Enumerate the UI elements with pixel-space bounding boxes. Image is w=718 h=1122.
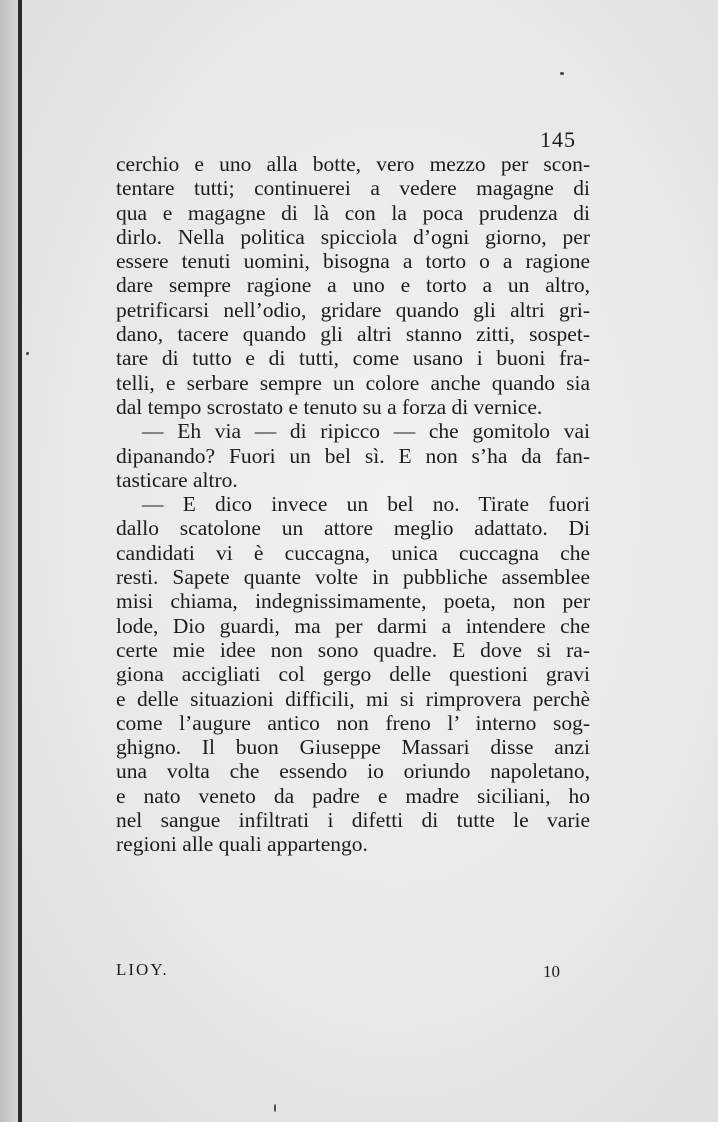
binding-edge <box>18 0 22 1122</box>
paper-speck <box>560 72 564 75</box>
text-line: una volta che essendo io oriundo napoletano, <box>116 759 590 784</box>
text-line: e delle situazioni difficili, mi si rimprovera perchè <box>116 686 590 711</box>
text-line: giona accigliati col gergo delle questioni gravi <box>116 662 590 687</box>
text-line: candidati vi è cuccagna, unica cuccagna che <box>116 540 590 565</box>
text-line: ghigno. Il buon Giuseppe Massari disse anzi <box>116 735 590 760</box>
text-line: tasticare altro. <box>116 467 238 492</box>
text-line: essere tenuti uomini, bisogna a torto o a ragione <box>116 249 590 274</box>
text-line: dano, tacere quando gli altri stanno zitti, sospet- <box>116 322 590 347</box>
text-line: cerchio e uno alla botte, vero mezzo per scon- <box>116 152 590 176</box>
text-line: tentare tutti; continuerei a vedere magagne di <box>116 176 590 201</box>
page-number: 145 <box>540 127 576 152</box>
text-line: dallo scatolone un attore meglio adattato. Di <box>116 516 590 541</box>
text-line: regioni alle quali appartengo. <box>116 832 368 857</box>
page-gutter-shadow <box>0 0 18 1122</box>
text-line: telli, e serbare sempre un colore anche quando sia <box>116 370 590 395</box>
text-line: — Eh via — di ripicco — che gomitolo vai <box>142 419 590 444</box>
text-line: certe mie idee non sono quadre. E dove si ra- <box>116 637 590 662</box>
text-line: — E dico invece un bel no. Tirate fuori <box>142 492 590 517</box>
text-line: dipanando? Fuori un bel sì. E non s’ha da fan- <box>116 443 590 468</box>
paper-speck <box>274 1104 276 1112</box>
text-line: dare sempre ragione a uno e torto a un altro, <box>116 273 590 298</box>
text-line: petrificarsi nell’odio, gridare quando gli altri gri- <box>116 297 590 322</box>
text-line: dirlo. Nella politica spicciola d’ogni giorno, per <box>116 224 590 249</box>
signature-mark: LIOY. <box>116 960 169 979</box>
sheet-number: 10 <box>543 962 560 981</box>
text-line: lode, Dio guardi, ma per darmi a intendere che <box>116 613 590 638</box>
text-line: dal tempo scrostato e tenuto su a forza di vernice. <box>116 394 543 419</box>
paper-speck <box>26 352 29 355</box>
text-line: resti. Sapete quante volte in pubbliche assemblee <box>116 565 590 590</box>
page-footer <box>116 960 590 990</box>
text-line: e nato veneto da padre e madre siciliani, ho <box>116 783 590 808</box>
text-line: qua e magagne di là con la poca prudenza di <box>116 200 590 225</box>
body-text <box>116 152 590 857</box>
text-line: come l’augure antico non freno l’ interno sog- <box>116 710 590 735</box>
text-line: tare di tutto e di tutti, come usano i buoni fra- <box>116 346 590 371</box>
text-line: nel sangue infiltrati i difetti di tutte le varie <box>116 808 590 833</box>
text-line: misi chiama, indegnissimamente, poeta, non per <box>116 589 590 614</box>
